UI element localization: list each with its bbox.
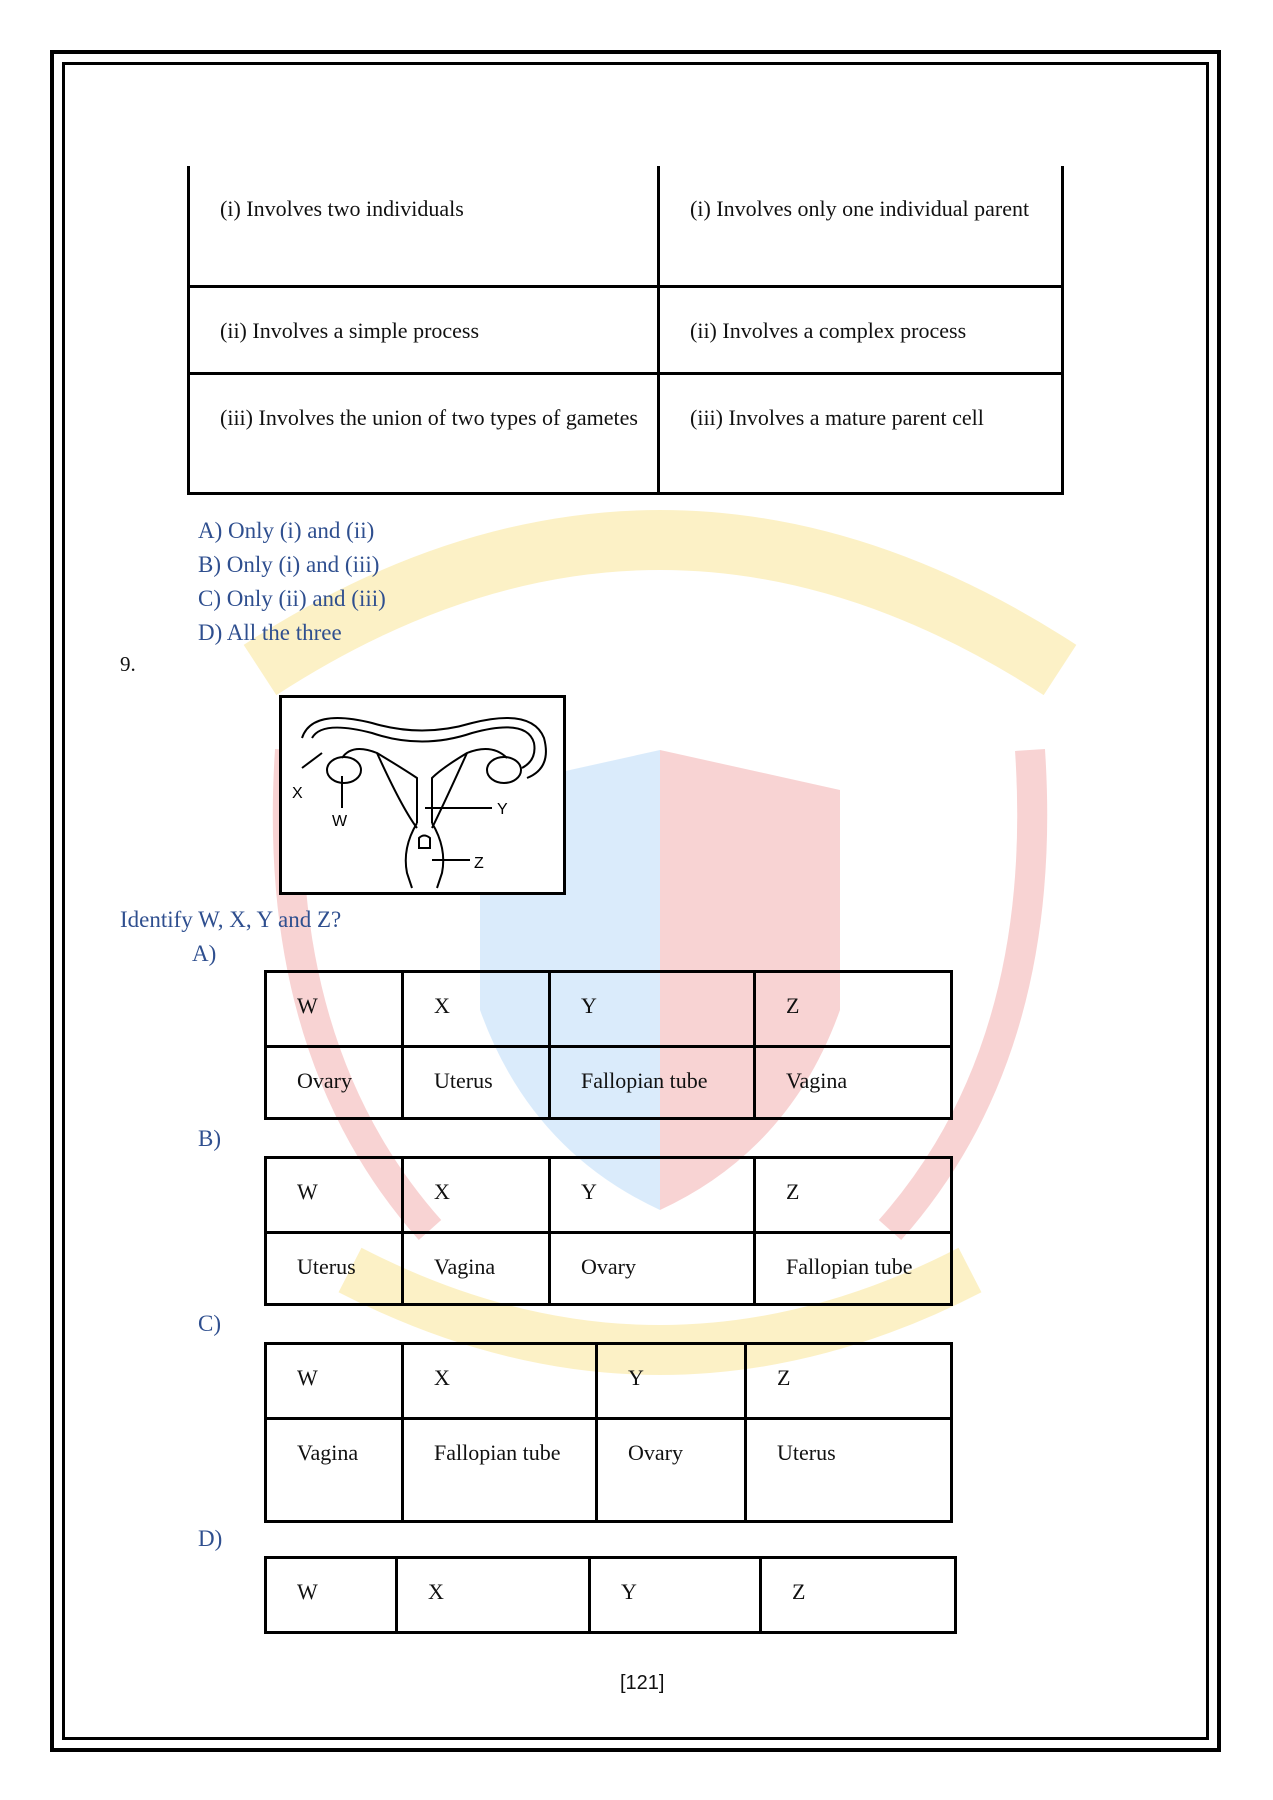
- table-cell: Fallopian tube: [403, 1419, 597, 1522]
- table-cell: Z: [746, 1344, 952, 1419]
- table-cell: Fallopian tube: [550, 1047, 755, 1119]
- question-number: 9.: [120, 652, 136, 676]
- table-cell: (iii) Involves the union of two types of gametes: [189, 373, 659, 493]
- table-cell: Ovary: [597, 1419, 746, 1522]
- page-number: [121]: [620, 1672, 665, 1694]
- option-b: B) Only (i) and (iii): [198, 552, 380, 577]
- option-c: C) Only (ii) and (iii): [198, 586, 386, 611]
- table-cell: Uterus: [266, 1233, 403, 1305]
- reproductive-system-diagram: [279, 695, 566, 895]
- label-x: X: [292, 785, 303, 802]
- option-d: D) All the three: [198, 620, 342, 645]
- table-cell: W: [266, 972, 403, 1047]
- table-cell: Vagina: [403, 1233, 550, 1305]
- option-label-a: A): [192, 941, 217, 966]
- table-cell: Y: [550, 1158, 755, 1233]
- table-cell: (i) Involves only one individual parent: [659, 166, 1063, 286]
- table-cell: W: [266, 1344, 403, 1419]
- table-cell: (ii) Involves a simple process: [189, 286, 659, 373]
- label-z: Z: [474, 855, 484, 872]
- table-cell: Z: [755, 972, 952, 1047]
- option-c-table: [264, 1342, 953, 1523]
- table-cell: Ovary: [266, 1047, 403, 1119]
- table-cell: X: [403, 1158, 550, 1233]
- option-a: A) Only (i) and (ii): [198, 518, 375, 543]
- table-cell: Ovary: [550, 1233, 755, 1305]
- table-cell: Uterus: [403, 1047, 550, 1119]
- table-cell: Vagina: [755, 1047, 952, 1119]
- option-label-c: C): [198, 1311, 221, 1336]
- table-cell: Z: [761, 1558, 956, 1633]
- label-w: W: [332, 813, 348, 830]
- table-cell: Y: [550, 972, 755, 1047]
- table-cell: X: [403, 972, 550, 1047]
- table-cell: (iii) Involves a mature parent cell: [659, 373, 1063, 493]
- table-cell: X: [397, 1558, 590, 1633]
- table-cell: Y: [597, 1344, 746, 1419]
- table-cell: Y: [590, 1558, 761, 1633]
- table-cell: (i) Involves two individuals: [189, 166, 659, 286]
- option-label-d: D): [198, 1526, 223, 1551]
- option-label-b: B): [198, 1126, 221, 1151]
- uterus-diagram-icon: [282, 698, 563, 892]
- table-cell: W: [266, 1158, 403, 1233]
- table-cell: Fallopian tube: [755, 1233, 952, 1305]
- table-cell: Vagina: [266, 1419, 403, 1522]
- table-cell: (ii) Involves a complex process: [659, 286, 1063, 373]
- table-cell: Uterus: [746, 1419, 952, 1522]
- comparison-table: [187, 166, 1064, 495]
- table-cell: W: [266, 1558, 397, 1633]
- option-a-table: [264, 970, 953, 1120]
- table-cell: X: [403, 1344, 597, 1419]
- question-text: Identify W, X, Y and Z?: [120, 907, 342, 932]
- table-cell: Z: [755, 1158, 952, 1233]
- label-y: Y: [497, 801, 508, 818]
- option-b-table: [264, 1156, 953, 1306]
- option-d-table: [264, 1556, 957, 1634]
